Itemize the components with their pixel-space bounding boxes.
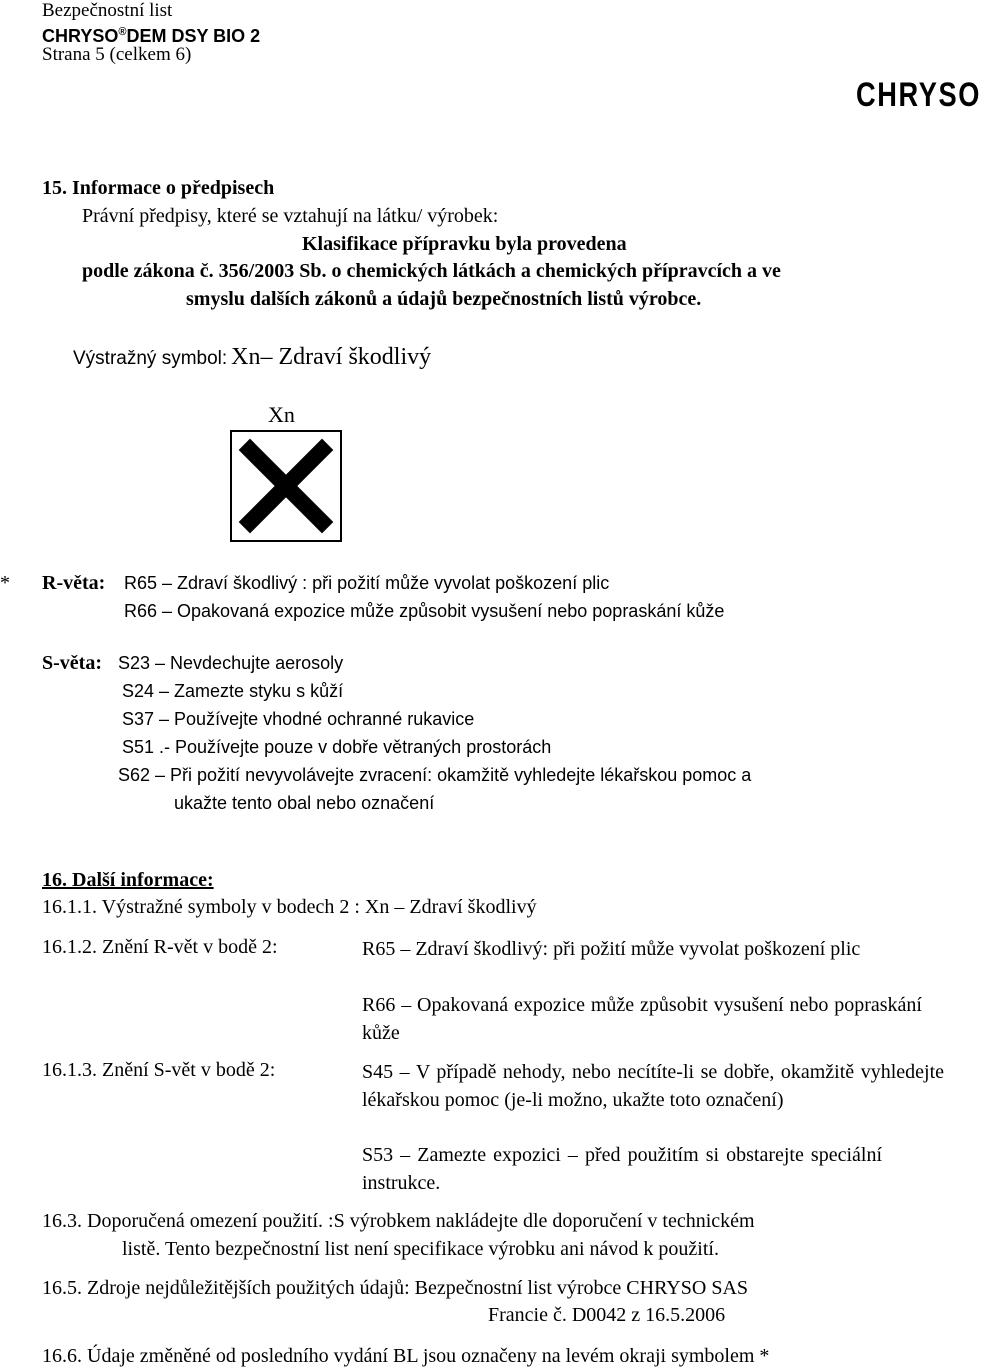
s-phrase-s62: S62 – Při požití nevyvolávejte zvracení: okamžitě vyhledejte lékařskou pomoc a — [118, 765, 752, 785]
chryso-logo: CHRYSO — [856, 76, 981, 114]
para-16-3-line-2: listě. Tento bezpečnostní list není specifikace výrobku ani návod k použití. — [122, 1238, 719, 1260]
para-16-3-line-1: 16.3. Doporučená omezení použití. :S výrobkem nakládejte dle doporučení v technickém — [42, 1210, 755, 1232]
para-16-1-2-r65: R65 – Zdraví škodlivý: při požití může vyvolat poškození plic — [362, 938, 861, 960]
para-16-5-line-1: 16.5. Zdroje nejdůležitějších použitých údajů: Bezpečnostní list výrobce CHRYSO SAS — [42, 1277, 749, 1299]
para-16-1-1: 16.1.1. Výstražné symboly v bodech 2 : Xn – Zdraví škodlivý — [42, 896, 537, 918]
document-type: Bezpečnostní list — [42, 0, 173, 21]
s-phrase-s24: S24 – Zamezte styku s kůží — [122, 681, 344, 701]
r-phrase-r66: R66 – Opakovaná expozice může způsobit vysušení nebo popraskání kůže — [124, 601, 725, 621]
warning-value: Xn– Zdraví škodlivý — [231, 344, 432, 370]
product-name: CHRYSO®DEM DSY BIO 2 — [42, 26, 261, 46]
classification-line-3: smyslu dalších zákonů a údajů bezpečnostních listů výrobce. — [186, 288, 702, 310]
para-16-1-3-label: 16.1.3. Znění S-vět v bodě 2: — [42, 1059, 276, 1081]
classification-line-2: podle zákona č. 356/2003 Sb. o chemických látkách a chemických přípravcích a ve — [82, 260, 781, 282]
r-phrase-r65: R65 – Zdraví škodlivý : při požití může vyvolat poškození plic — [124, 573, 610, 593]
change-marker: * — [0, 572, 10, 594]
symbol-code: Xn — [268, 402, 295, 427]
para-16-1-3-s45: S45 – V případě nehody, nebo necítíte-li se dobře, okamžitě vyhledejte lékařskou pomoc (je-li možno, ukažte toto označení) — [362, 1061, 944, 1111]
section-15-heading: 15. Informace o předpisech — [42, 177, 275, 199]
s-phrase-s62-cont: ukažte tento obal nebo označení — [174, 793, 435, 813]
cross-icon — [232, 432, 340, 540]
s-phrase-s37: S37 – Používejte vhodné ochranné rukavice — [122, 709, 475, 729]
para-16-5-line-2: Francie č. D0042 z 16.5.2006 — [488, 1304, 726, 1326]
s-phrase-s51: S51 .- Používejte pouze v dobře větraných prostorách — [122, 737, 552, 757]
hazard-symbol-xn — [230, 430, 342, 542]
s-phrase-s23: S23 – Nevdechujte aerosoly — [118, 653, 344, 673]
para-16-1-2-label: 16.1.2. Znění R-vět v bodě 2: — [42, 936, 278, 958]
r-phrase-label: R-věta: — [42, 572, 106, 594]
s-phrase-label: S-věta: — [42, 652, 102, 674]
para-16-6: 16.6. Údaje změněné od posledního vydání BL jsou označeny na levém okraji symbolem * — [42, 1345, 770, 1367]
section-16-heading: 16. Další informace: — [42, 869, 214, 891]
section-15-intro: Právní předpisy, které se vztahují na látku/ výrobek: — [82, 205, 499, 227]
para-16-1-3-s53: S53 – Zamezte expozici – před použitím si obstarejte speciální instrukce. — [362, 1144, 882, 1194]
para-16-1-2-r66: R66 – Opakovaná expozice může způsobit vysušení nebo popraskání kůže — [362, 994, 922, 1044]
page-number: Strana 5 (celkem 6) — [42, 44, 192, 65]
warning-symbol-line — [73, 344, 431, 371]
warning-label: Výstražný symbol: — [73, 348, 228, 369]
classification-line-1: Klasifikace přípravku byla provedena — [302, 233, 627, 255]
